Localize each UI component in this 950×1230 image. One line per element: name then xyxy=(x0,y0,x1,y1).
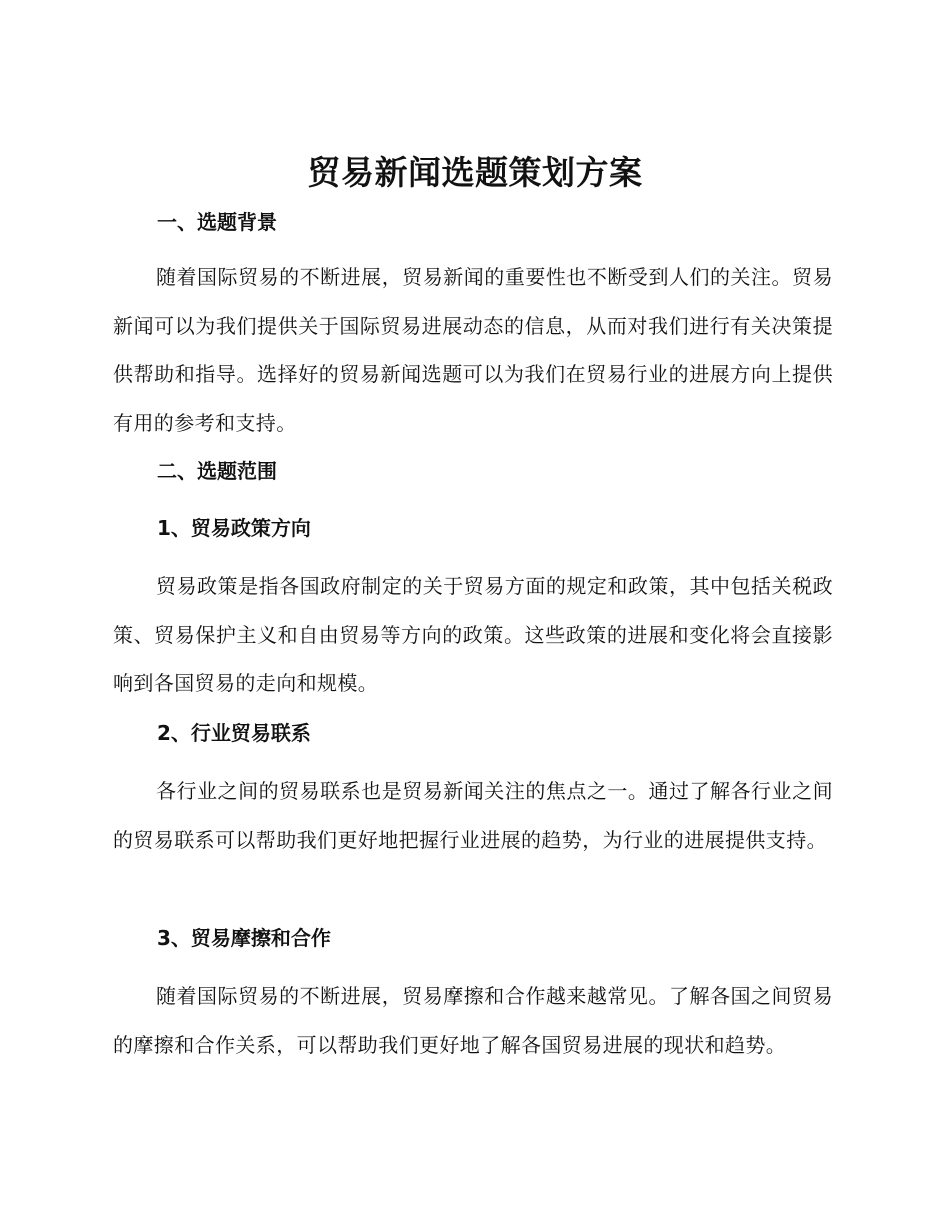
subsection-paragraph-friction-cooperation: 随着国际贸易的不断进展，贸易摩擦和合作越来越常见。了解各国之间贸易的摩擦和合作关系，可以帮助我们更好地了解各国贸易进展的现状和趋势。 xyxy=(113,984,833,1057)
subsection-paragraph-industry-links: 各行业之间的贸易联系也是贸易新闻关注的焦点之一。通过了解各行业之间的贸易联系可以帮助我们更好地把握行业进展的趋势，为行业的进展提供支持。 xyxy=(113,779,833,852)
subsection-paragraph-trade-policy: 贸易政策是指各国政府制定的关于贸易方面的规定和政策，其中包括关税政策、贸易保护主义和自由贸易等方向的政策。这些政策的进展和变化将会直接影响到各国贸易的走向和规模。 xyxy=(113,574,833,695)
subsection-heading-trade-policy: 1、贸易政策方向 xyxy=(157,516,311,540)
document-title: 贸易新闻选题策划方案 xyxy=(307,153,643,192)
section-paragraph-background: 随着国际贸易的不断进展，贸易新闻的重要性也不断受到人们的关注。贸易新闻可以为我们提供关于国际贸易进展动态的信息，从而对我们进行有关决策提供帮助和指导。选择好的贸易新闻选题可以为我们在贸易行业的进展方向上提供有用的参考和支持。 xyxy=(113,265,833,435)
subsection-heading-friction-cooperation: 3、贸易摩擦和合作 xyxy=(157,926,331,950)
subsection-heading-industry-links: 2、行业贸易联系 xyxy=(157,721,311,745)
section-heading-scope: 二、选题范围 xyxy=(157,459,277,483)
section-heading-background: 一、选题背景 xyxy=(157,210,277,234)
